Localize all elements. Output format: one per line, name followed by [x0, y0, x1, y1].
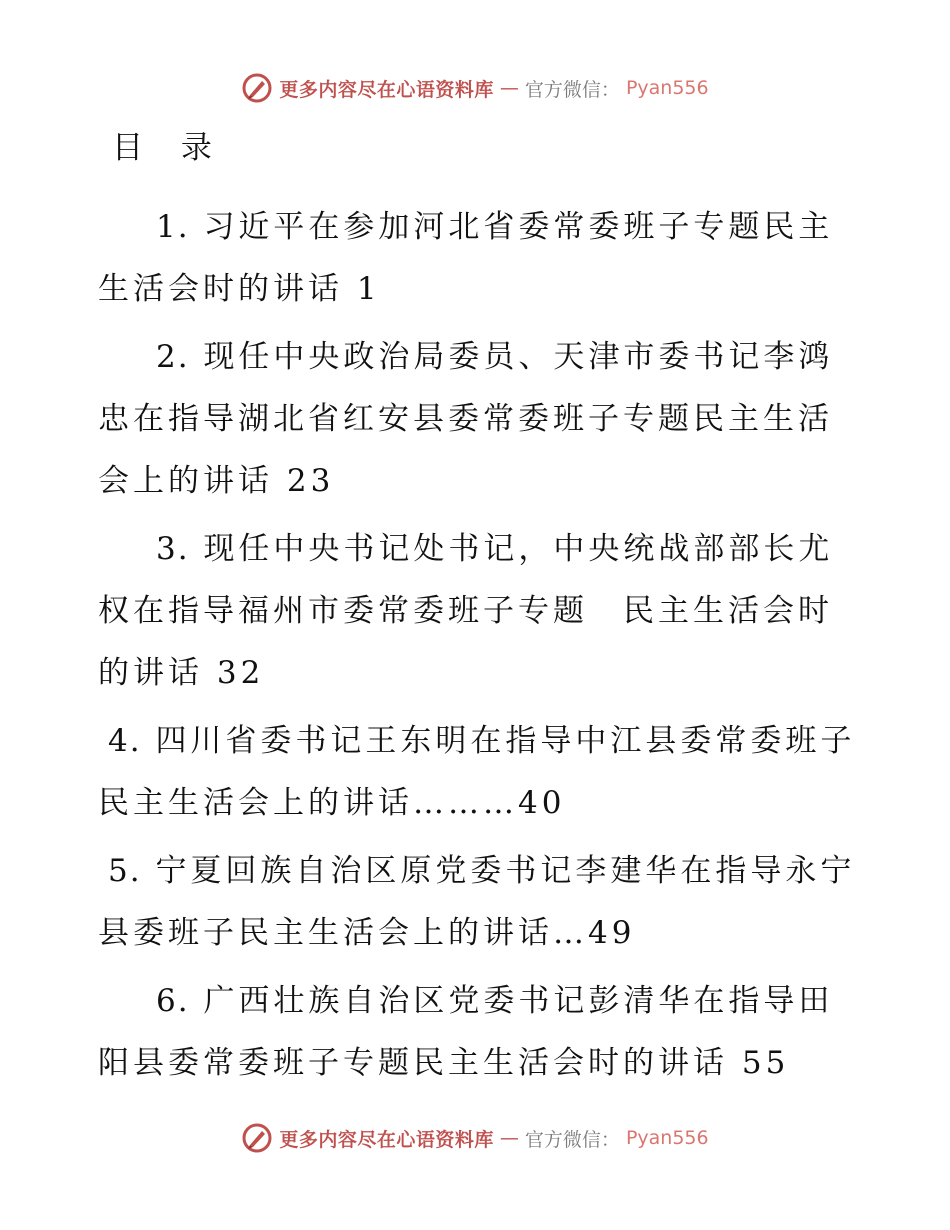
toc-entry-number: 3. [156, 531, 190, 567]
watermark-separator: — [499, 1127, 519, 1149]
toc-entry-text: 习近平在参加河北省委常委班子专题民主生活会时的讲话 [98, 209, 834, 307]
toc-entry-5 [98, 840, 858, 964]
toc-entry-text: 广西壮族自治区党委书记彭清华在指导田阳县委常委班子专题民主生活会时的讲话 [98, 983, 834, 1081]
toc-entry-text: 宁夏回族自治区原党委书记李建华在指导永宁县委班子民主生活会上的讲话… [98, 853, 856, 951]
watermark-official-label: 官方微信： [524, 1128, 620, 1151]
toc-entry-2 [98, 326, 858, 512]
watermark-official-label: 官方微信： [524, 78, 620, 101]
pen-logo-icon [241, 1122, 273, 1154]
watermark-wechat-id: Pyan556 [625, 77, 709, 99]
watermark-wechat-id: Pyan556 [625, 1127, 709, 1149]
watermark-text: 更多内容尽在心语资料库 [279, 1128, 494, 1151]
toc-entry-page: 40 [518, 785, 566, 821]
footer-watermark [0, 1122, 950, 1154]
toc-entry-text: 现任中央政治局委员、天津市委书记李鸿忠在指导湖北省红安县委常委班子专题民主生活会上的讲话 [98, 339, 834, 499]
toc-entry-number: 4. [108, 723, 142, 759]
toc-entry-number: 1. [156, 209, 190, 245]
toc-entry-number: 2. [156, 339, 190, 375]
header-watermark [0, 72, 950, 104]
watermark-text: 更多内容尽在心语资料库 [279, 78, 494, 101]
toc-entry-3 [98, 518, 858, 704]
toc-title: 目 录 [112, 130, 226, 166]
toc-entry-4 [98, 710, 858, 834]
toc-entry-page: 49 [588, 915, 636, 951]
toc-entry-text: 现任中央书记处书记，中央统战部部长尤权在指导福州市委常委班子专题 民主生活会时的讲话 [98, 531, 834, 691]
watermark-separator: — [499, 77, 519, 99]
toc-entry-page: 1 [356, 271, 381, 307]
toc-entry-page: 55 [741, 1045, 790, 1081]
toc-entry-page: 23 [286, 463, 335, 499]
toc-entry-number: 6. [156, 983, 190, 1019]
toc-list [98, 196, 858, 1094]
toc-entry-text: 四川省委书记王东明在指导中江县委常委班子民主生活会上的讲话……… [98, 723, 856, 821]
toc-entry-1 [98, 196, 858, 320]
toc-entry-6 [98, 970, 858, 1094]
toc-entry-number: 5. [108, 853, 142, 889]
toc-entry-page: 32 [216, 655, 265, 691]
pen-logo-icon [241, 72, 273, 104]
